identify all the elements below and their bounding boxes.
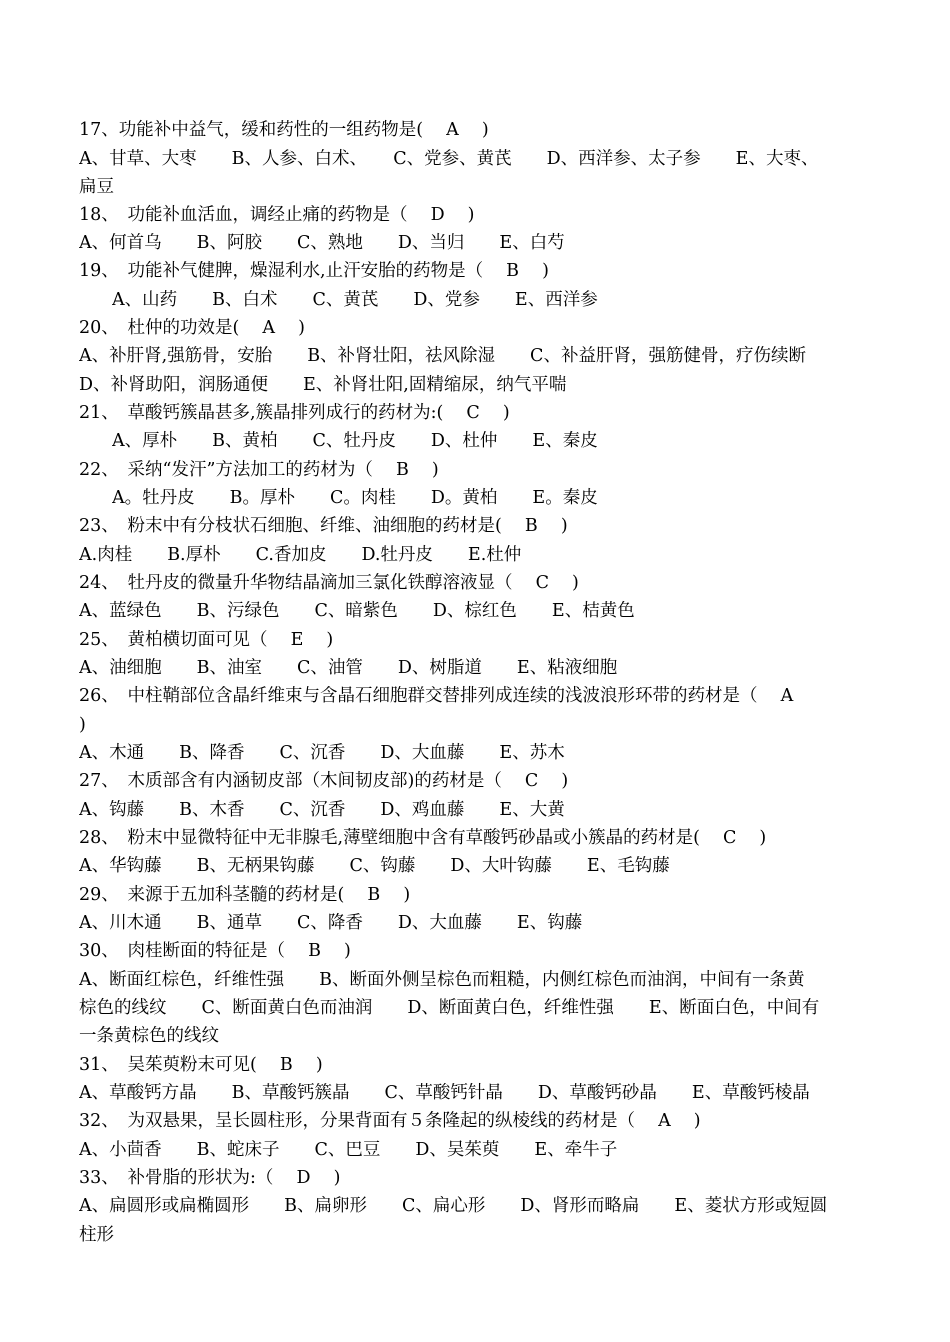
text-line: 扁豆	[79, 177, 114, 197]
text-line: A、厚朴 B、黄柏 C、牡丹皮 D、杜仲 E、秦皮	[112, 431, 598, 451]
text-line: 25、 黄柏横切面可见（ E )	[79, 630, 334, 650]
text-line: A、扁圆形或扁椭圆形 B、扁卵形 C、扁心形 D、肾形而略扁 E、菱状方形或短圆	[79, 1196, 828, 1216]
text-line: A。牡丹皮 B。厚朴 C。肉桂 D。黄柏 E。秦皮	[112, 488, 598, 508]
text-line: 26、 中柱鞘部位含晶纤维束与含晶石细胞群交替排列成连续的浅波浪形环带的药材是（ A	[79, 686, 794, 706]
text-line: 18、 功能补血活血，调经止痛的药物是（ D )	[79, 205, 475, 225]
text-line: A、补肝肾,强筋骨，安胎 B、补肾壮阳，祛风除湿 C、补益肝肾，强筋健骨，疗伤续断	[79, 346, 806, 366]
text-line: 31、 吴茱萸粉末可见( B )	[79, 1055, 323, 1075]
text-line: 33、 补骨脂的形状为:（ D )	[79, 1168, 341, 1188]
text-line: 19、 功能补气健脾，燥湿利水,止汗安胎的药物是（ B )	[79, 261, 549, 281]
text-line: 23、 粉末中有分枝状石细胞、纤维、油细胞的药材是( B )	[79, 516, 568, 536]
text-line: A、木通 B、降香 C、沉香 D、大血藤 E、苏木	[79, 743, 565, 763]
text-line: A、甘草、大枣 B、人参、白术、 C、党参、黄芪 D、西洋参、太子参 E、大枣、	[79, 149, 819, 169]
text-line: 24、 牡丹皮的微量升华物结晶滴加三氯化铁醇溶液显（ C )	[79, 573, 579, 593]
text-line: 一条黄棕色的线纹	[79, 1026, 219, 1046]
text-line: A、华钩藤 B、无柄果钩藤 C、钩藤 D、大叶钩藤 E、毛钩藤	[79, 856, 670, 876]
text-line: 21、 草酸钙簇晶甚多,簇晶排列成行的药材为:( C )	[79, 403, 510, 423]
text-line: A、钩藤 B、木香 C、沉香 D、鸡血藤 E、大黄	[79, 800, 565, 820]
text-line: A.肉桂 B.厚朴 C.香加皮 D.牡丹皮 E.杜仲	[79, 545, 522, 565]
text-line: A、何首乌 B、阿胶 C、熟地 D、当归 E、白芍	[79, 233, 565, 253]
text-line: 20、 杜仲的功效是( A )	[79, 318, 305, 338]
text-line: 28、 粉末中显微特征中无非腺毛,薄壁细胞中含有草酸钙砂晶或小簇晶的药材是( C )	[79, 828, 767, 848]
text-line: 30、 肉桂断面的特征是（ B )	[79, 941, 351, 961]
text-line: A、小茴香 B、蛇床子 C、巴豆 D、吴茱萸 E、牵牛子	[79, 1140, 618, 1160]
text-line: 柱形	[79, 1225, 114, 1245]
text-line: A、断面红棕色，纤维性强 B、断面外侧呈棕色而粗糙，内侧红棕色而油润，中间有一条黄	[79, 970, 805, 990]
text-line: 32、 为双悬果，呈长圆柱形，分果背面有５条隆起的纵棱线的药材是（ A )	[79, 1111, 701, 1131]
text-line: A、油细胞 B、油室 C、油管 D、树脂道 E、粘液细胞	[79, 658, 618, 678]
text-line: A、蓝绿色 B、污绿色 C、暗紫色 D、棕红色 E、桔黄色	[79, 601, 635, 621]
text-line: D、补肾助阳，润肠通便 E、补肾壮阳,固精缩尿，纳气平喘	[79, 375, 567, 395]
text-line: )	[79, 715, 86, 735]
text-line: A、草酸钙方晶 B、草酸钙簇晶 C、草酸钙针晶 D、草酸钙砂晶 E、草酸钙棱晶	[79, 1083, 810, 1103]
text-line: A、山药 B、白术 C、黄芪 D、党参 E、西洋参	[112, 290, 598, 310]
text-line: 29、 来源于五加科茎髓的药材是( B )	[79, 885, 411, 905]
text-line: 27、 木质部含有内涵韧皮部（木间韧皮部)的药材是（ C )	[79, 771, 569, 791]
text-line: 棕色的线纹 C、断面黄白色而油润 D、断面黄白色，纤维性强 E、断面白色，中间有	[79, 998, 820, 1018]
text-line: A、川木通 B、通草 C、降香 D、大血藤 E、钩藤	[79, 913, 583, 933]
text-line: 17、功能补中益气，缓和药性的一组药物是( A )	[79, 120, 489, 140]
text-line: 22、 采纳“发汗”方法加工的药材为（ B )	[79, 460, 439, 480]
